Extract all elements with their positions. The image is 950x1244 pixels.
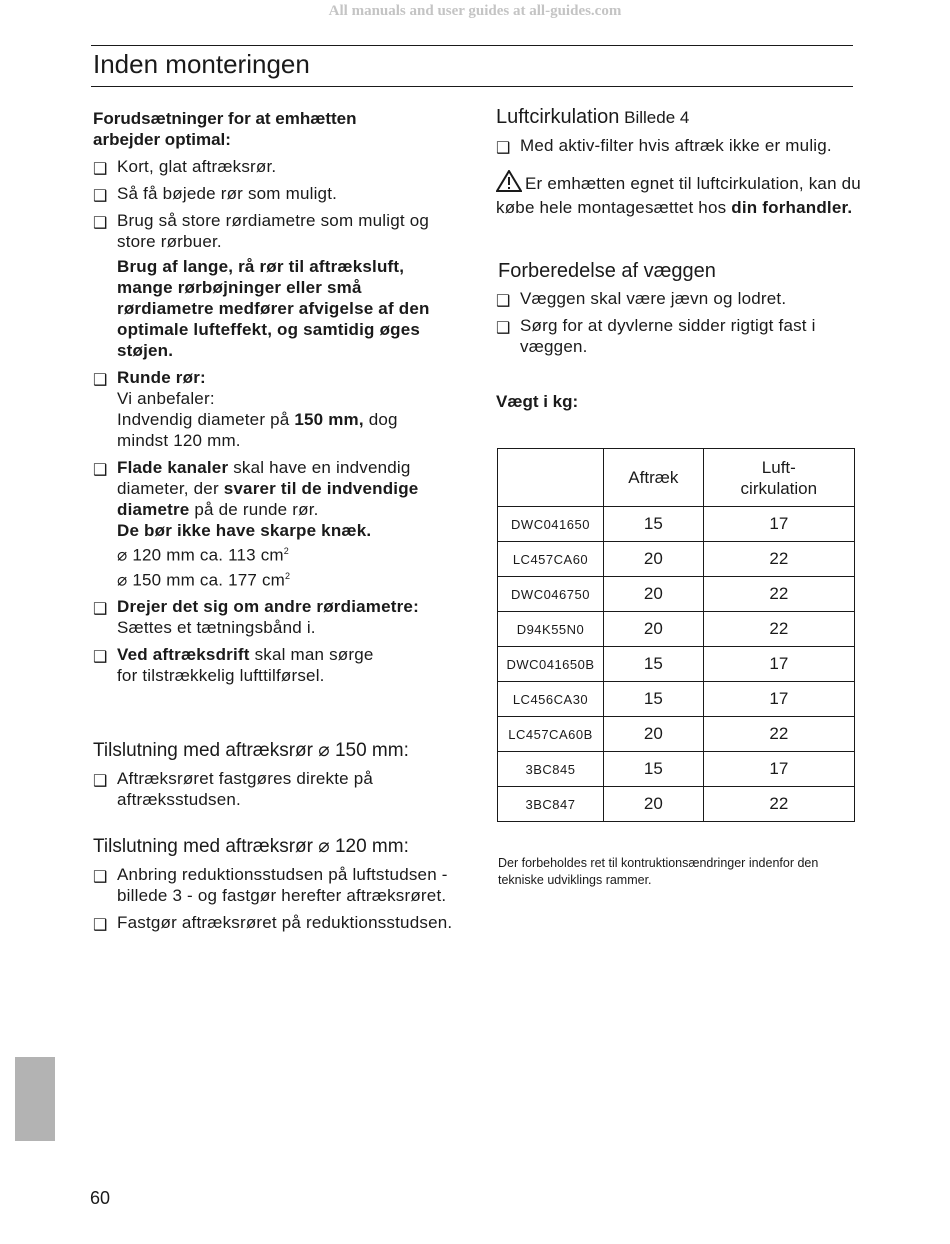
conn150-list — [93, 768, 463, 810]
exhaust-weight-cell: 15 — [604, 752, 704, 787]
model-cell: 3BC845 — [498, 752, 604, 787]
list-item: ❑ Sørg for at dyvlerne sidder rigtigt fast i væggen. — [496, 316, 816, 356]
exhaust-weight-cell: 15 — [604, 682, 704, 717]
checkbox-icon: ❑ — [93, 213, 108, 232]
model-cell: 3BC847 — [498, 787, 604, 822]
pipe-warning: Brug af lange, rå rør til aftræksluft, mange rørbøjninger eller små rørdiametre medfører afvigelse af den optimale lufteffekt, og samtidig øges støjen. — [117, 257, 430, 360]
list-item: ❑ Med aktiv-filter hvis aftræk ikke er mulig. — [496, 136, 832, 157]
recirculation-list — [496, 135, 861, 156]
checkbox-icon: ❑ — [496, 318, 511, 337]
page-number: 60 — [90, 1188, 111, 1208]
checkbox-icon: ❑ — [93, 915, 108, 935]
table-row — [498, 752, 855, 787]
table-row — [498, 612, 855, 647]
list-item: ❑ Aftræksrøret fastgøres direkte på aftræksstudsen. — [93, 769, 374, 810]
requirements-list — [93, 156, 463, 252]
checkbox-icon: ❑ — [93, 771, 108, 791]
table-header-row — [498, 449, 855, 507]
list-item: ❑ Så få bøjede rør som muligt. — [93, 184, 338, 205]
requirements-heading: Forudsætninger for at emhætten arbejder optimal: — [93, 109, 357, 149]
checkbox-icon: ❑ — [496, 291, 511, 310]
exhaust-weight-cell: 20 — [604, 787, 704, 822]
table-row — [498, 507, 855, 542]
table-row — [498, 717, 855, 752]
weight-table — [497, 448, 855, 822]
table-row — [498, 647, 855, 682]
recirculation-note: Er emhætten egnet til luftcirkulation, kan du købe hele montagesættet hos din forhandler. — [496, 170, 861, 218]
recirculation-weight-cell: 17 — [703, 752, 854, 787]
list-item: ❑ Kort, glat aftræksrør. — [93, 157, 277, 178]
table-header: Aftræk — [604, 449, 704, 507]
checkbox-icon: ❑ — [93, 867, 108, 887]
conn150-heading: Tilslutning med aftræksrør ⌀ 150 mm: — [93, 740, 409, 762]
left-column — [93, 108, 463, 939]
warning-icon — [496, 170, 522, 197]
table-header: Luft- cirkulation — [703, 449, 854, 507]
recirculation-weight-cell: 22 — [703, 717, 854, 752]
model-cell: DWC046750 — [498, 577, 604, 612]
model-cell: LC457CA60 — [498, 542, 604, 577]
recirculation-weight-cell: 22 — [703, 577, 854, 612]
recirculation-weight-cell: 17 — [703, 647, 854, 682]
list-item: ❑ Brug så store rørdiametre som muligt og store rørbuer. — [93, 211, 430, 251]
weight-label: Vægt i kg: — [496, 392, 579, 411]
checkbox-icon: ❑ — [93, 370, 108, 389]
wall-list — [496, 288, 861, 357]
checkbox-icon: ❑ — [93, 647, 108, 667]
conn120-heading: Tilslutning med aftræksrør ⌀ 120 mm: — [93, 836, 409, 858]
checkbox-icon: ❑ — [93, 460, 108, 479]
checkbox-icon: ❑ — [93, 186, 108, 205]
table-header — [498, 449, 604, 507]
table-row — [498, 542, 855, 577]
pipe-list — [93, 367, 463, 686]
checkbox-icon: ❑ — [93, 159, 108, 178]
exhaust-weight-cell: 15 — [604, 507, 704, 542]
exhaust-mode-item: ❑ Ved aftræksdrift skal man sørge for tilstrækkelig lufttilførsel. — [93, 645, 374, 686]
list-item: ❑ Væggen skal være jævn og lodret. — [496, 289, 787, 310]
table-row — [498, 577, 855, 612]
conn120-list — [93, 864, 463, 933]
top-rule — [91, 45, 853, 46]
footnote: Der forbeholdes ret til kontruktionsændringer indenfor den tekniske udviklings rammer. — [498, 856, 819, 887]
model-cell: DWC041650B — [498, 647, 604, 682]
model-cell: LC457CA60B — [498, 717, 604, 752]
exhaust-weight-cell: 15 — [604, 647, 704, 682]
recirculation-weight-cell: 22 — [703, 542, 854, 577]
round-pipe-item: ❑ Runde rør: Vi anbefaler: Indvendig diameter på 150 mm, dog mindst 120 mm. — [93, 368, 398, 450]
table-row — [498, 787, 855, 822]
table-row — [498, 682, 855, 717]
exhaust-weight-cell: 20 — [604, 542, 704, 577]
checkbox-icon: ❑ — [93, 599, 108, 619]
model-cell: DWC041650 — [498, 507, 604, 542]
recirculation-heading: Luftcirkulation Billede 4 — [496, 106, 690, 128]
flat-channel-item: ❑ Flade kanaler skal have en indvendig diameter, der svarer til de indvendige diametre på de runde rør. De bør ikke have skarpe knæk. ⌀ 120 mm ca. 113 $cm^2$ ⌀ 150 mm ca. 177 $cm^2$ — [93, 458, 419, 590]
page-title: Inden monteringen — [93, 49, 310, 79]
checkbox-icon: ❑ — [496, 138, 511, 157]
recirculation-weight-cell: 17 — [703, 507, 854, 542]
title-rule — [91, 86, 853, 87]
recirculation-weight-cell: 22 — [703, 612, 854, 647]
right-column — [496, 104, 861, 412]
recirculation-weight-cell: 22 — [703, 787, 854, 822]
exhaust-weight-cell: 20 — [604, 577, 704, 612]
exhaust-weight-cell: 20 — [604, 612, 704, 647]
side-tab — [15, 1057, 55, 1141]
exhaust-weight-cell: 20 — [604, 717, 704, 752]
wall-heading: Forberedelse af væggen — [498, 260, 716, 282]
model-cell: D94K55N0 — [498, 612, 604, 647]
list-item: ❑ Fastgør aftræksrøret på reduktionsstudsen. — [93, 913, 453, 935]
watermark: All manuals and user guides at all-guides.com — [328, 3, 622, 19]
recirculation-weight-cell: 17 — [703, 682, 854, 717]
model-cell: LC456CA30 — [498, 682, 604, 717]
list-item: ❑ Anbring reduktionsstudsen på luftstudsen - billede 3 - og fastgør herefter aftræksrøret. — [93, 865, 448, 906]
other-diameter-item: ❑ Drejer det sig om andre rørdiametre: Sættes et tætningsbånd i. — [93, 597, 419, 638]
